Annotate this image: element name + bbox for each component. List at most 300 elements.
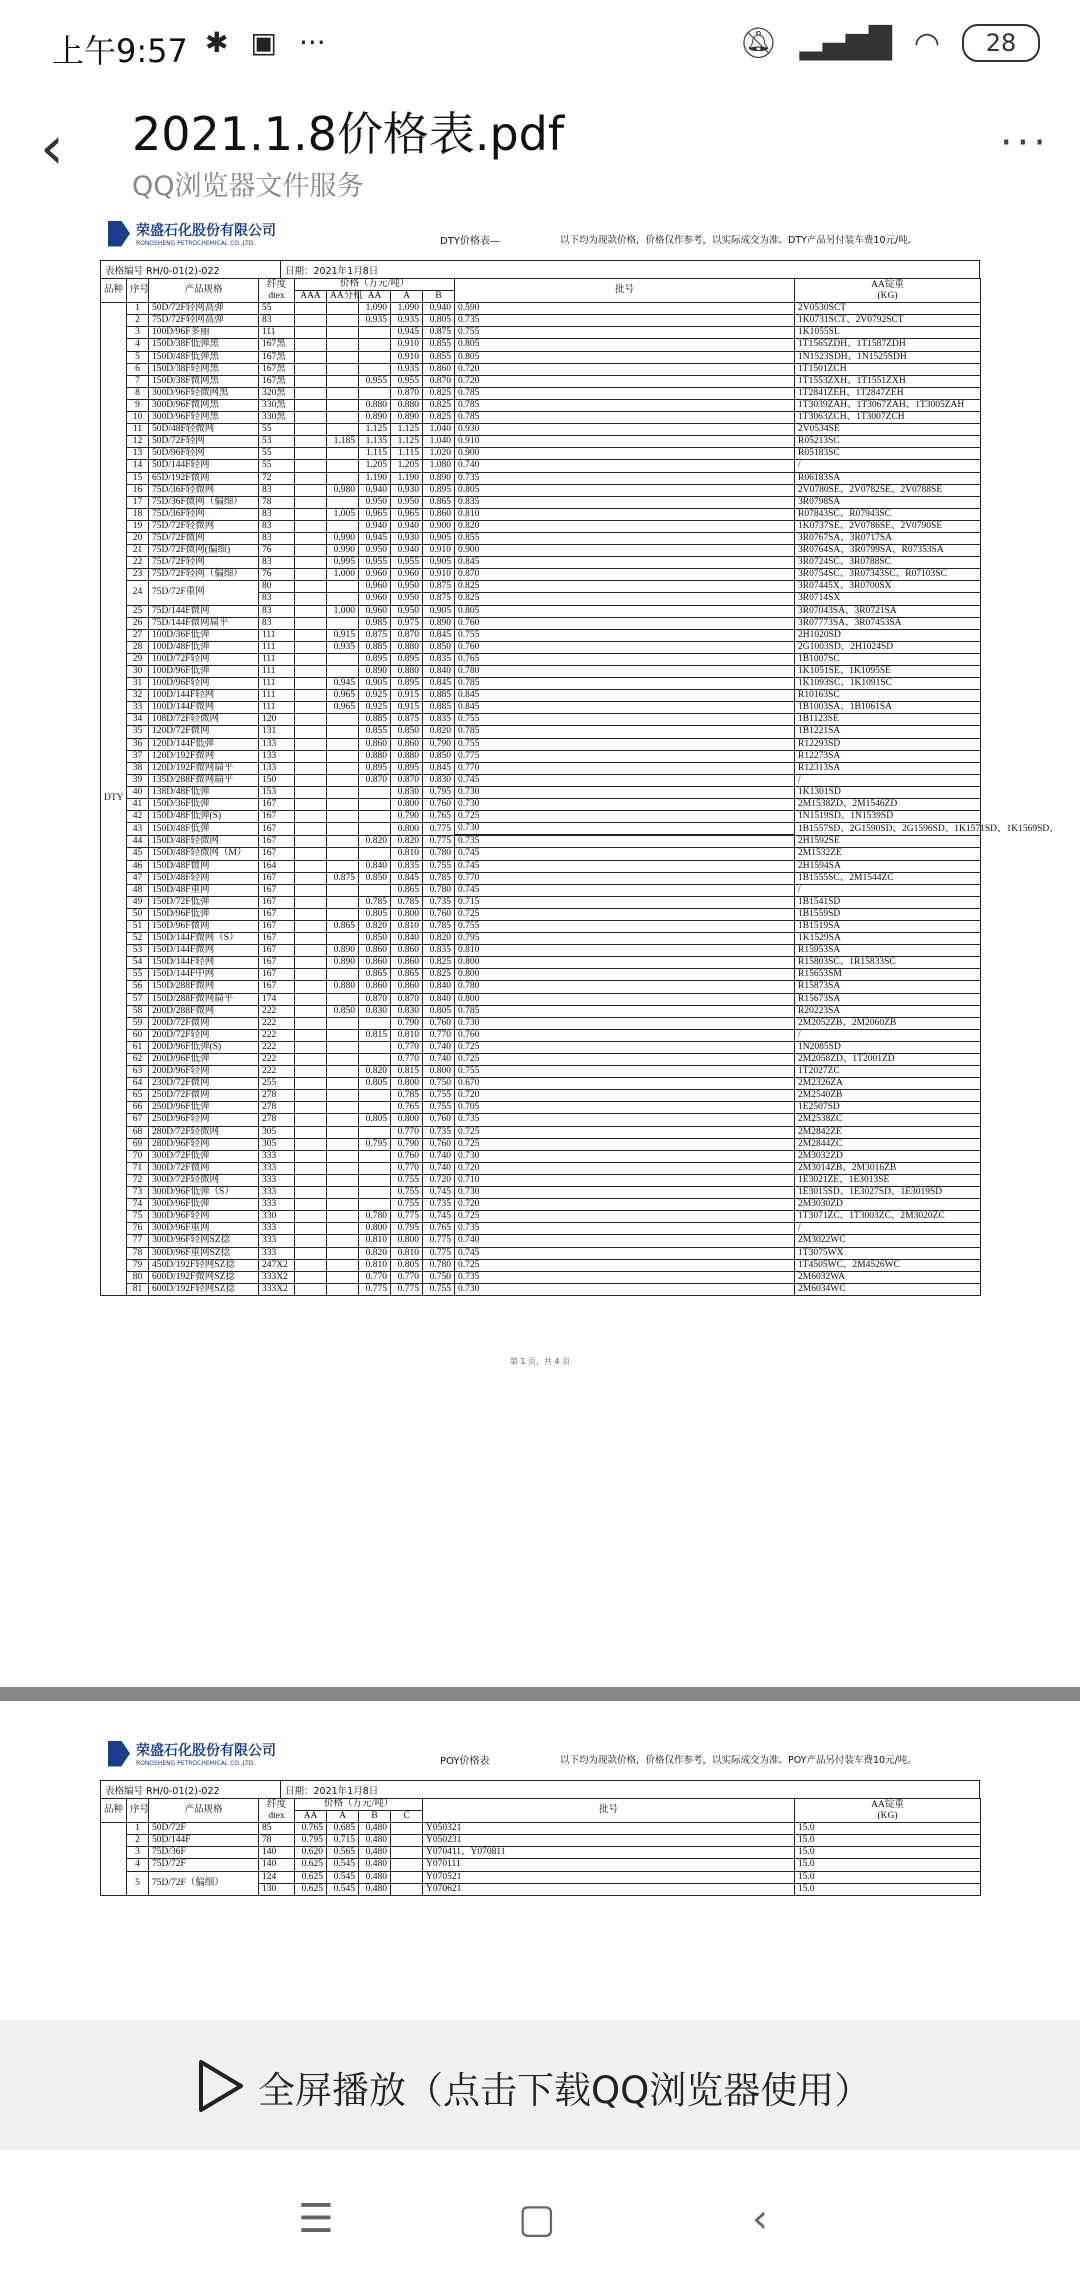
cell-weight: 2H1020SD bbox=[795, 629, 981, 641]
cell-batch: Y070111 bbox=[423, 1859, 795, 1871]
cell-aa: 0.960 bbox=[359, 605, 391, 617]
cell-seq: 55 bbox=[127, 969, 149, 981]
cell-a: 0.870 bbox=[391, 993, 423, 1005]
cell-aaa bbox=[295, 1247, 327, 1259]
cell-dtex: 140 bbox=[259, 1859, 295, 1871]
cell-batch: 0.810 bbox=[455, 508, 795, 520]
cell-aasub bbox=[327, 799, 359, 811]
back-nav-button[interactable]: ‹ bbox=[752, 2196, 768, 2242]
cell-spec: 300D/96F轻网SZ捻 bbox=[149, 1235, 259, 1247]
cell-seq: 73 bbox=[127, 1187, 149, 1199]
cell-aasub bbox=[327, 1283, 359, 1295]
cell-spec: 120D/144F低弹 bbox=[149, 738, 259, 750]
cell-batch: 0.780 bbox=[455, 981, 795, 993]
cell-batch: 0.800 bbox=[455, 993, 795, 1005]
cell-aaa bbox=[295, 532, 327, 544]
cell-weight: 1T1553ZXH、1T1551ZXH bbox=[795, 375, 981, 387]
cell-aa: 0.805 bbox=[359, 908, 391, 920]
cell-dtex: 111 bbox=[259, 641, 295, 653]
cell-b: 0.760 bbox=[423, 1138, 455, 1150]
cell-weight: 2M1538ZD、2M1546ZD bbox=[795, 799, 981, 811]
cell-a: 0.810 bbox=[391, 920, 423, 932]
table-row bbox=[101, 1283, 981, 1295]
cell-b: 0.905 bbox=[423, 557, 455, 569]
table-row bbox=[101, 1102, 981, 1114]
cell-seq: 35 bbox=[127, 726, 149, 738]
cell-weight: 2M2058ZD、1T2001ZD bbox=[795, 1054, 981, 1066]
table-row bbox=[101, 1126, 981, 1138]
cell-aa bbox=[359, 1126, 391, 1138]
cell-aasub bbox=[327, 860, 359, 872]
col-batch: 批号 bbox=[455, 279, 795, 303]
back-button[interactable]: ‹ bbox=[40, 113, 64, 183]
table-row bbox=[101, 448, 981, 460]
col-aa: AA bbox=[359, 291, 391, 303]
cell-spec: 75D/36F bbox=[149, 1847, 259, 1859]
cell-aaa bbox=[295, 945, 327, 957]
table-row bbox=[101, 351, 981, 363]
cell-weight: 1B1221SA bbox=[795, 726, 981, 738]
cell-aasub bbox=[327, 1162, 359, 1174]
cell-a: 0.950 bbox=[391, 605, 423, 617]
cell-b: 1.020 bbox=[423, 448, 455, 460]
cell-batch: Y070411、Y070811 bbox=[423, 1847, 795, 1859]
cell-seq: 12 bbox=[127, 436, 149, 448]
cell-weight: 1N1523SDH、1N1525SDH bbox=[795, 351, 981, 363]
cell-seq: 24 bbox=[127, 581, 149, 605]
cell-a: 0.770 bbox=[391, 1271, 423, 1283]
cell-weight: 2M3022WC bbox=[795, 1235, 981, 1247]
cell-aaa bbox=[295, 339, 327, 351]
cell-dtex: 83 bbox=[259, 617, 295, 629]
cell-b: 0.850 bbox=[423, 750, 455, 762]
cell-aa: 0.855 bbox=[359, 726, 391, 738]
cell-aa: 0.950 bbox=[359, 545, 391, 557]
cell-a: 0.960 bbox=[391, 569, 423, 581]
cell-aa: 0.955 bbox=[359, 557, 391, 569]
table-row bbox=[101, 484, 981, 496]
cell-dtex: 278 bbox=[259, 1102, 295, 1114]
cell-weight: 2M3032ZD bbox=[795, 1150, 981, 1162]
mute-bell-icon: 🔕︎ bbox=[739, 25, 778, 61]
cell-a: 0.965 bbox=[391, 508, 423, 520]
cell-b: 0.720 bbox=[423, 1174, 455, 1186]
cell-aasub bbox=[327, 460, 359, 472]
cell-aaa bbox=[295, 993, 327, 1005]
cell-a: 0.840 bbox=[391, 933, 423, 945]
cell-aaa bbox=[295, 1199, 327, 1211]
table-row bbox=[101, 945, 981, 957]
table-row bbox=[101, 1871, 981, 1883]
cell-batch: 0.855 bbox=[455, 532, 795, 544]
col-variety: 品种 bbox=[101, 279, 127, 303]
cell-b: 0.740 bbox=[423, 1162, 455, 1174]
cell-seq: 57 bbox=[127, 993, 149, 1005]
cell-aasub bbox=[327, 375, 359, 387]
cell-aasub bbox=[327, 1017, 359, 1029]
cell-dtex: 330 bbox=[259, 1211, 295, 1223]
cell-a: 0.915 bbox=[391, 690, 423, 702]
cell-aasub bbox=[327, 412, 359, 424]
cell-aa bbox=[359, 884, 391, 896]
cell-dtex: 131 bbox=[259, 726, 295, 738]
table-row bbox=[101, 532, 981, 544]
cell-aaa bbox=[295, 484, 327, 496]
cell-aa: 0.895 bbox=[359, 653, 391, 665]
menu-nav-button[interactable]: ☰ bbox=[298, 2196, 334, 2242]
cell-dtex: 167 bbox=[259, 872, 295, 884]
cell-aa: 0.885 bbox=[359, 714, 391, 726]
cell-weight: 15.0 bbox=[795, 1871, 981, 1883]
cell-dtex: 53 bbox=[259, 436, 295, 448]
cell-a: 0.865 bbox=[391, 969, 423, 981]
cell-aasub bbox=[327, 1247, 359, 1259]
cell-b: 0.735 bbox=[423, 1199, 455, 1211]
cell-batch: 0.900 bbox=[455, 545, 795, 557]
cell-weight: 2M2538ZC bbox=[795, 1114, 981, 1126]
cell-aaa bbox=[295, 823, 327, 836]
cell-batch: 0.745 bbox=[455, 774, 795, 786]
cell-aa: 0.850 bbox=[359, 872, 391, 884]
cell-a: 0.935 bbox=[391, 363, 423, 375]
cell-seq: 4 bbox=[127, 1859, 149, 1871]
cell-b: 0.840 bbox=[423, 981, 455, 993]
cell-aaa bbox=[295, 702, 327, 714]
table-row bbox=[101, 702, 981, 714]
cell-b: 0.940 bbox=[423, 303, 455, 315]
cell-a: 0.820 bbox=[391, 836, 423, 848]
cell-a: 0.770 bbox=[391, 1126, 423, 1138]
cell-a: 0.930 bbox=[391, 532, 423, 544]
cell-seq: 42 bbox=[127, 811, 149, 823]
table-title: DTY价格表— bbox=[440, 236, 500, 247]
cell-seq: 5 bbox=[127, 1871, 149, 1895]
cell-a: 0.880 bbox=[391, 750, 423, 762]
cell-batch: 0.740 bbox=[455, 460, 795, 472]
cell-aasub bbox=[327, 836, 359, 848]
cell-aa: 0.775 bbox=[359, 1283, 391, 1295]
cell-seq: 62 bbox=[127, 1054, 149, 1066]
cell-b: 0.480 bbox=[359, 1847, 391, 1859]
cell-dtex: 174 bbox=[259, 993, 295, 1005]
cell-aa: 0.895 bbox=[359, 762, 391, 774]
cell-batch: 0.745 bbox=[455, 860, 795, 872]
cell-spec: 200D/72F轻网 bbox=[149, 1029, 259, 1041]
cell-aasub bbox=[327, 653, 359, 665]
cell-a: 0.935 bbox=[391, 315, 423, 327]
cell-dtex: 111 bbox=[259, 666, 295, 678]
cell-dtex: 111 bbox=[259, 327, 295, 339]
cell-seq: 25 bbox=[127, 605, 149, 617]
cell-b: 0.745 bbox=[423, 1187, 455, 1199]
col-price: 价格（万元/吨） bbox=[295, 279, 455, 291]
col-b: B bbox=[423, 291, 455, 303]
cell-aa bbox=[359, 786, 391, 798]
cell-aasub bbox=[327, 351, 359, 363]
cell-aasub: 0.890 bbox=[327, 957, 359, 969]
cell-aaa bbox=[295, 387, 327, 399]
cell-dtex: 167 bbox=[259, 957, 295, 969]
cell-spec: 50D/72F轻网高弹 bbox=[149, 303, 259, 315]
cell-spec: 75D/144F微网 bbox=[149, 605, 259, 617]
cell-a: 0.865 bbox=[391, 884, 423, 896]
cell-dtex: 83 bbox=[259, 315, 295, 327]
cell-aasub: 0.935 bbox=[327, 641, 359, 653]
cell-spec: 50D/96F轻网 bbox=[149, 448, 259, 460]
cell-batch: 0.720 bbox=[455, 375, 795, 387]
cell-spec: 150D/72F低弹 bbox=[149, 896, 259, 908]
cell-aa bbox=[359, 339, 391, 351]
cell-aaa bbox=[295, 981, 327, 993]
cell-a: 1.190 bbox=[391, 472, 423, 484]
cell-aasub bbox=[327, 1211, 359, 1223]
cell-weight: 1B1007SC bbox=[795, 653, 981, 665]
cell-aaa bbox=[295, 1005, 327, 1017]
company-logo: 荣盛石化股份有限公司 RONGSHENG PETROCHEMICAL CO.,LTD. bbox=[108, 1740, 276, 1767]
cell-spec: 108D/72F轻微网 bbox=[149, 714, 259, 726]
cell-weight: 2H1592SE bbox=[795, 836, 981, 848]
table-row bbox=[101, 1162, 981, 1174]
cell-dtex: 320黑 bbox=[259, 387, 295, 399]
cell-batch: 0.745 bbox=[455, 1247, 795, 1259]
cell-a: 0.800 bbox=[391, 1235, 423, 1247]
cell-aa: 0.960 bbox=[359, 569, 391, 581]
cell-aa bbox=[359, 1017, 391, 1029]
cell-batch: 0.710 bbox=[455, 1174, 795, 1186]
cell-spec: 300D/96F轻网 bbox=[149, 1211, 259, 1223]
cell-batch: Y070621 bbox=[423, 1883, 795, 1895]
cell-b: 0.805 bbox=[423, 1005, 455, 1017]
cell-aaa bbox=[295, 436, 327, 448]
cell-weight: 1B1541SD bbox=[795, 896, 981, 908]
cell-aasub bbox=[327, 617, 359, 629]
cell-b: 0.885 bbox=[423, 702, 455, 714]
cell-seq: 17 bbox=[127, 496, 149, 508]
cell-weight: 15.0 bbox=[795, 1883, 981, 1895]
cell-b: 0.480 bbox=[359, 1835, 391, 1847]
cell-aa: 0.820 bbox=[359, 836, 391, 848]
col-seq: 序号 bbox=[127, 279, 149, 303]
cell-weight: 1B1003SA、1B1061SA bbox=[795, 702, 981, 714]
cell-aa: 0.800 bbox=[359, 1223, 391, 1235]
cell-seq: 46 bbox=[127, 860, 149, 872]
table-row bbox=[101, 315, 981, 327]
table-row bbox=[101, 569, 981, 581]
cell-aasub bbox=[327, 1066, 359, 1078]
cell-dtex: 111 bbox=[259, 690, 295, 702]
table-row bbox=[101, 424, 981, 436]
cell-aaa bbox=[295, 1283, 327, 1295]
cell-aaa bbox=[295, 617, 327, 629]
cell-weight: 2H1594SA bbox=[795, 860, 981, 872]
cell-seq: 54 bbox=[127, 957, 149, 969]
cell-weight: 1B1123SE bbox=[795, 714, 981, 726]
table-row bbox=[101, 375, 981, 387]
cell-dtex: 333 bbox=[259, 1247, 295, 1259]
cell-dtex: 80 bbox=[259, 581, 295, 593]
cell-c bbox=[391, 1835, 423, 1847]
cell-a: 0.810 bbox=[391, 1247, 423, 1259]
cell-dtex: 222 bbox=[259, 1066, 295, 1078]
cell-batch: 0.720 bbox=[455, 363, 795, 375]
cell-b: 0.825 bbox=[423, 957, 455, 969]
cell-aasub bbox=[327, 1029, 359, 1041]
cell-b: 0.825 bbox=[423, 969, 455, 981]
cell-aasub bbox=[327, 593, 359, 605]
cell-weight: 1T4505WC、2M4526WC bbox=[795, 1259, 981, 1271]
cell-a: 0.845 bbox=[391, 872, 423, 884]
cell-dtex: 76 bbox=[259, 569, 295, 581]
cell-aa: 0.880 bbox=[359, 399, 391, 411]
cell-aaa bbox=[295, 750, 327, 762]
cell-dtex: 130 bbox=[259, 1883, 295, 1895]
cell-aaa bbox=[295, 641, 327, 653]
cell-b: 0.780 bbox=[423, 884, 455, 896]
cell-aaa bbox=[295, 799, 327, 811]
cell-aa bbox=[359, 1090, 391, 1102]
cell-batch: 0.725 bbox=[455, 1126, 795, 1138]
cell-aa: 0.890 bbox=[359, 666, 391, 678]
cell-seq: 9 bbox=[127, 399, 149, 411]
cell-aaa bbox=[295, 678, 327, 690]
table-row bbox=[101, 1223, 981, 1235]
cell-b: 1.040 bbox=[423, 436, 455, 448]
more-options-button[interactable]: ··· bbox=[999, 120, 1050, 166]
cell-seq: 64 bbox=[127, 1078, 149, 1090]
poy-price-table: 品种 序号 产品规格 纤度 dtex 价格（万元/吨） 批号 AA锭重 (KG) AA A B C 1 50D/72F 85 0.765 0.685 0.480 Y050321 15.0 2 50D/144F 78 0.795 0.715 0.480 Y050231 15.0 3 75D/36F 140 0.620 0.565 0.480 Y070411、Y070811 15.0 4 75D/72F 140 0.625 0.545 0.480 Y070111 15.0 5 75D/72F（偏细） 124 0.625 0.545 0.480 Y070521 15.0 130 0.625 0.545 0.480 Y070621 15.0 bbox=[100, 1798, 981, 1896]
cell-aa: 0.820 bbox=[359, 1066, 391, 1078]
cell-batch: 0.845 bbox=[455, 690, 795, 702]
cell-aa: 0.805 bbox=[359, 1114, 391, 1126]
cell-aa bbox=[359, 1199, 391, 1211]
cell-aa: 0.810 bbox=[359, 1259, 391, 1271]
cell-aa: 0.810 bbox=[359, 1235, 391, 1247]
cell-c bbox=[391, 1883, 423, 1895]
cell-aasub bbox=[327, 848, 359, 860]
cell-spec: 100D/48F低弹 bbox=[149, 641, 259, 653]
cell-aa: 0.880 bbox=[359, 750, 391, 762]
cell-batch: 0.755 bbox=[455, 714, 795, 726]
cell-dtex: 167 bbox=[259, 969, 295, 981]
table-row bbox=[101, 1138, 981, 1150]
home-nav-button[interactable]: ▢ bbox=[518, 2196, 556, 2242]
cell-a: 0.955 bbox=[391, 375, 423, 387]
cell-aa: 0.950 bbox=[359, 496, 391, 508]
cell-batch: 0.845 bbox=[455, 557, 795, 569]
cell-batch: 0.810 bbox=[455, 945, 795, 957]
cell-aaa bbox=[295, 1114, 327, 1126]
cell-seq: 58 bbox=[127, 1005, 149, 1017]
cell-weight: R07843SC、R07943SC bbox=[795, 508, 981, 520]
cell-aa: 1.090 bbox=[359, 303, 391, 315]
cell-a: 1.115 bbox=[391, 448, 423, 460]
cell-batch: 0.805 bbox=[455, 605, 795, 617]
play-icon bbox=[195, 2058, 247, 2114]
cell-c bbox=[391, 1859, 423, 1871]
cell-a: 0.545 bbox=[327, 1859, 359, 1871]
cell-aasub bbox=[327, 726, 359, 738]
cell-dtex: 55 bbox=[259, 303, 295, 315]
cell-weight: 3R0767SA、3R0717SA bbox=[795, 532, 981, 544]
cell-spec: 150D/48F低弹 bbox=[149, 823, 259, 836]
cell-aa: 0.625 bbox=[295, 1883, 327, 1895]
cell-a: 0.835 bbox=[391, 860, 423, 872]
cell-b: 0.755 bbox=[423, 860, 455, 872]
cell-dtex: 167 bbox=[259, 981, 295, 993]
cell-spec: 75D/72F轻网 bbox=[149, 557, 259, 569]
cell-batch: 0.785 bbox=[455, 399, 795, 411]
cell-spec: 150D/48F轻网 bbox=[149, 872, 259, 884]
cell-b: 0.740 bbox=[423, 1150, 455, 1162]
cell-aasub bbox=[327, 496, 359, 508]
cell-seq: 60 bbox=[127, 1029, 149, 1041]
cell-spec: 200D/96F低弹(S) bbox=[149, 1041, 259, 1053]
cell-a: 0.940 bbox=[391, 520, 423, 532]
cell-aa bbox=[359, 811, 391, 823]
cell-b: 0.480 bbox=[359, 1883, 391, 1895]
cell-spec: 300D/96F轻网黑 bbox=[149, 412, 259, 424]
cell-aaa bbox=[295, 860, 327, 872]
cell-batch: 0.755 bbox=[455, 629, 795, 641]
cell-aa: 0.945 bbox=[359, 532, 391, 544]
cell-aaa bbox=[295, 557, 327, 569]
cell-dtex: 111 bbox=[259, 629, 295, 641]
cell-dtex: 78 bbox=[259, 496, 295, 508]
cell-seq: 31 bbox=[127, 678, 149, 690]
cell-dtex: 222 bbox=[259, 1041, 295, 1053]
cell-aasub bbox=[327, 1078, 359, 1090]
cell-a: 0.870 bbox=[391, 387, 423, 399]
cell-spec: 150D/48F微网 bbox=[149, 860, 259, 872]
cell-aa: 0.985 bbox=[359, 617, 391, 629]
cell-a: 0.860 bbox=[391, 981, 423, 993]
cell-batch: 0.730 bbox=[455, 1017, 795, 1029]
table-row bbox=[101, 666, 981, 678]
fullscreen-play-banner[interactable] bbox=[0, 2020, 1080, 2150]
cell-aasub bbox=[327, 1041, 359, 1053]
cell-aasub bbox=[327, 714, 359, 726]
cell-batch: 0.805 bbox=[455, 484, 795, 496]
cell-weight: 1K1055SL bbox=[795, 327, 981, 339]
cell-aasub bbox=[327, 1174, 359, 1186]
cell-spec: 300D/72F低弹 bbox=[149, 1150, 259, 1162]
cell-aa: 0.820 bbox=[359, 1247, 391, 1259]
table-row bbox=[101, 399, 981, 411]
cell-aa: 0.860 bbox=[359, 945, 391, 957]
message-icon: ▣ bbox=[250, 26, 277, 59]
cell-seq: 45 bbox=[127, 848, 149, 860]
cell-a: 1.125 bbox=[391, 424, 423, 436]
cell-aasub bbox=[327, 303, 359, 315]
cell-aa: 0.925 bbox=[359, 702, 391, 714]
cell-seq: 1 bbox=[127, 303, 149, 315]
cell-aa bbox=[359, 351, 391, 363]
cell-batch: 0.725 bbox=[455, 1259, 795, 1271]
cell-aasub: 0.915 bbox=[327, 629, 359, 641]
pdf-viewer[interactable] bbox=[0, 212, 1080, 2020]
table-row bbox=[101, 774, 981, 786]
cell-batch: 0.730 bbox=[455, 786, 795, 798]
cell-aaa bbox=[295, 786, 327, 798]
cell-weight: 1B1557SD、2G1590SD、2G1596SD、1K1571SD、1K1569SD、 bbox=[795, 823, 981, 836]
cell-seq: 23 bbox=[127, 569, 149, 581]
table-row bbox=[101, 872, 981, 884]
cell-dtex: 167 bbox=[259, 945, 295, 957]
cell-aaa bbox=[295, 726, 327, 738]
cell-aasub bbox=[327, 993, 359, 1005]
battery-indicator: 28 bbox=[962, 24, 1040, 62]
cell-aa bbox=[359, 799, 391, 811]
